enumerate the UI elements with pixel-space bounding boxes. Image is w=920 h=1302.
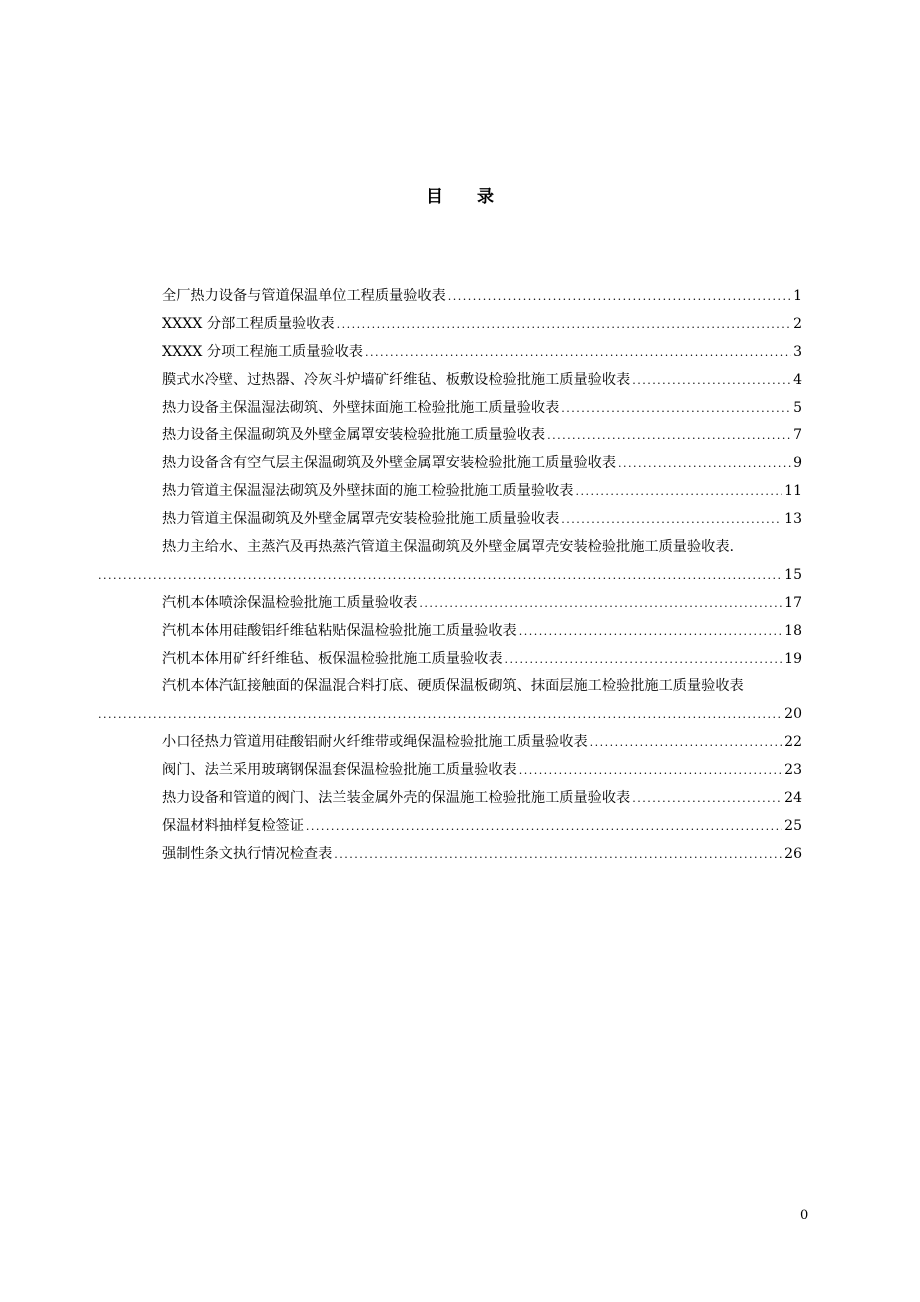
toc-entry-label: XXXX 分项工程施工质量验收表 — [162, 343, 363, 360]
toc-entry-label: 阀门、法兰采用玻璃钢保温套保温检验批施工质量验收表 — [162, 762, 517, 779]
toc-entry-label: XXXX 分部工程质量验收表 — [162, 315, 335, 332]
toc-entry[interactable] — [162, 367, 802, 395]
toc-entry[interactable] — [162, 422, 802, 450]
toc-entry[interactable] — [162, 395, 802, 423]
toc-entry-page: 23 — [784, 762, 802, 779]
toc-entry-label: 热力主给水、主蒸汽及再热蒸汽管道主保温砌筑及外壁金属罩壳安装检验批施工质量验收表. — [162, 539, 735, 556]
toc-leader-dots — [575, 478, 782, 506]
toc-entry-label: 热力设备和管道的阀门、法兰装金属外壳的保温施工检验批施工质量验收表 — [162, 790, 631, 807]
toc-entry[interactable] — [162, 339, 802, 367]
toc-entry-page: 2 — [793, 315, 802, 332]
toc-entry-page: 20 — [784, 706, 802, 723]
toc-entry-label: 热力管道主保温湿法砌筑及外壁抹面的施工检验批施工质量验收表 — [162, 483, 574, 500]
toc-entry[interactable] — [162, 450, 802, 478]
toc-leader-dots — [632, 367, 791, 395]
toc-entry-page: 1 — [793, 288, 802, 304]
toc-entry-page: 5 — [793, 399, 802, 416]
toc-entry-label: 小口径热力管道用硅酸铝耐火纤维带或绳保温检验批施工质量验收表 — [162, 734, 588, 751]
toc-entry-label: 热力设备含有空气层主保温砌筑及外壁金属罩安装检验批施工质量验收表 — [162, 455, 617, 472]
toc-entry-label: 热力设备主保温砌筑及外壁金属罩安装检验批施工质量验收表 — [162, 427, 546, 444]
table-of-contents — [162, 283, 802, 869]
toc-entry[interactable] — [162, 813, 802, 841]
toc-entry-label: 汽机本体汽缸接触面的保温混合料打底、硬质保温板砌筑、抹面层施工检验批施工质量验收表 — [162, 678, 744, 695]
toc-entry[interactable] — [162, 757, 802, 785]
toc-entry-page: 13 — [784, 511, 802, 528]
toc-entry[interactable] — [162, 729, 802, 757]
toc-entry-page: 15 — [784, 566, 802, 583]
toc-entry-label: 全厂热力设备与管道保温单位工程质量验收表 — [162, 288, 446, 304]
toc-leader-dots — [337, 311, 791, 339]
toc-entry-label: 热力管道主保温砌筑及外壁金属罩壳安装检验批施工质量验收表 — [162, 511, 560, 528]
toc-entry-page: 22 — [784, 734, 802, 751]
toc-entry-label: 膜式水冷壁、过热器、冷灰斗炉墙矿纤维毡、板敷设检验批施工质量验收表 — [162, 371, 631, 388]
toc-entry-label: 热力设备主保温湿法砌筑、外壁抹面施工检验批施工质量验收表 — [162, 399, 560, 416]
toc-leader-dots — [519, 757, 782, 785]
toc-leader-dots — [519, 618, 782, 646]
toc-leader-dots — [98, 562, 782, 590]
toc-entry-page: 3 — [793, 343, 802, 360]
toc-leader-dots — [98, 701, 782, 729]
toc-entry-page: 11 — [784, 483, 802, 500]
toc-entry-label: 汽机本体用矿纤纤维毡、板保温检验批施工质量验收表 — [162, 650, 503, 667]
toc-leader-dots — [561, 506, 782, 534]
toc-title — [0, 182, 920, 207]
toc-entry-page: 19 — [784, 650, 802, 667]
toc-entry-label: 强制性条文执行情况检查表 — [162, 845, 333, 862]
toc-leader-dots — [590, 729, 783, 757]
toc-entry-page: 7 — [793, 427, 802, 444]
toc-title-part1: 目 — [426, 187, 443, 207]
toc-leader-dots — [334, 841, 782, 869]
toc-leader-dots — [632, 785, 782, 813]
toc-entry-page: 9 — [793, 455, 802, 472]
toc-entry[interactable] — [162, 673, 802, 701]
toc-entry-page: 24 — [784, 790, 802, 807]
toc-entry[interactable] — [162, 646, 802, 674]
toc-leader-dots — [618, 450, 791, 478]
toc-leader-dots — [505, 646, 783, 674]
toc-entry-label: 保温材料抽样复检签证 — [162, 817, 304, 834]
toc-leader-dots — [561, 395, 791, 423]
toc-entry-page: 25 — [784, 817, 802, 834]
toc-leader-dots — [306, 813, 782, 841]
toc-entry[interactable] — [162, 311, 802, 339]
toc-entry[interactable] — [162, 785, 802, 813]
page-number: 0 — [800, 1208, 809, 1223]
toc-entry-page: 17 — [784, 594, 802, 611]
toc-entry-page: 4 — [793, 371, 802, 388]
toc-entry[interactable] — [162, 618, 802, 646]
toc-title-part2: 录 — [477, 187, 494, 207]
toc-entry-page: 26 — [784, 845, 802, 862]
toc-leader-dots — [419, 590, 782, 618]
toc-leader-dots — [547, 422, 791, 450]
toc-entry[interactable] — [162, 841, 802, 869]
toc-entry[interactable] — [162, 506, 802, 534]
toc-entry-continuation[interactable] — [96, 701, 802, 729]
toc-leader-dots — [448, 283, 791, 311]
toc-entry-page: 18 — [784, 622, 802, 639]
toc-entry-label: 汽机本体喷涂保温检验批施工质量验收表 — [162, 594, 418, 611]
toc-entry-label: 汽机本体用硅酸铝纤维毡粘贴保温检验批施工质量验收表 — [162, 622, 517, 639]
toc-entry-continuation[interactable] — [96, 562, 802, 590]
toc-leader-dots — [365, 339, 791, 367]
toc-entry[interactable] — [162, 478, 802, 506]
toc-entry[interactable] — [162, 534, 802, 562]
toc-entry[interactable] — [162, 283, 802, 311]
toc-entry[interactable] — [162, 590, 802, 618]
